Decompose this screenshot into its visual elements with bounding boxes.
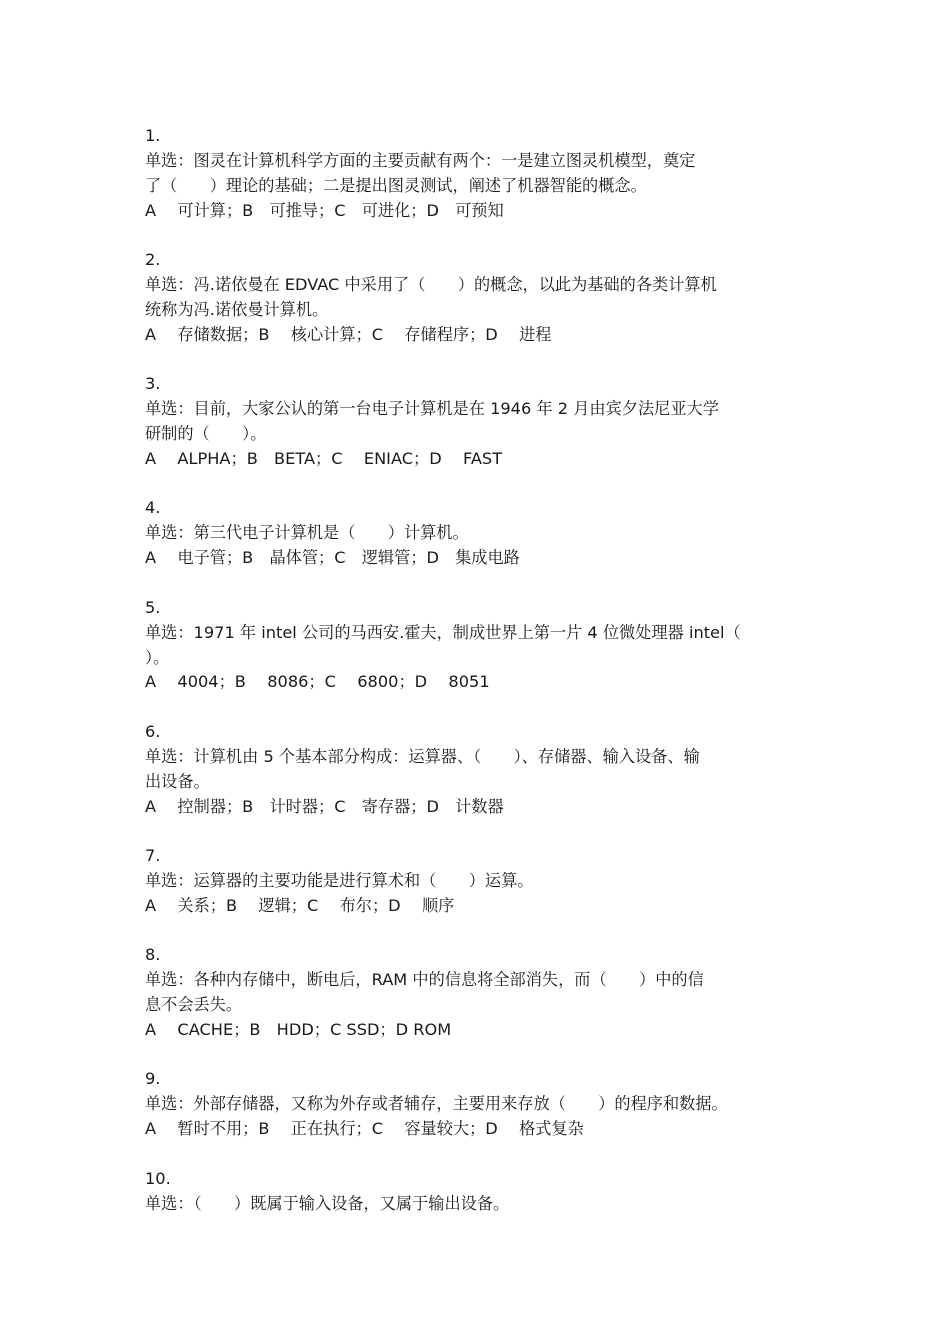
question-stem-line: ）。 <box>145 647 170 667</box>
question-item <box>145 596 825 696</box>
question-item <box>145 496 825 571</box>
question-number: 5. <box>145 597 161 617</box>
question-options: A ALPHA；B BETA；C ENIAC；D FAST <box>145 448 503 468</box>
question-options: A CACHE；B HDD；C SSD；D ROM <box>145 1019 452 1039</box>
question-options: A 可计算；B 可推导；C 可进化；D 可预知 <box>145 200 504 220</box>
question-stem-line: 单选：各种内存储中，断电后，RAM 中的信息将全部消失，而（ ）中的信 <box>145 970 704 990</box>
question-options: A 4004；B 8086；C 6800；D 8051 <box>145 672 490 692</box>
question-number: 4. <box>145 498 161 518</box>
question-item <box>145 372 825 472</box>
question-stem-line: 单选：第三代电子计算机是（ ）计算机。 <box>145 523 469 543</box>
question-item <box>145 844 825 919</box>
question-options: A 电子管；B 晶体管；C 逻辑管；D 集成电路 <box>145 548 520 568</box>
question-stem-line: 息不会丢失。 <box>145 995 243 1015</box>
question-stem-line: 单选：外部存储器，又称为外存或者辅存，主要用来存放（ ）的程序和数据。 <box>145 1094 728 1114</box>
question-number: 6. <box>145 721 161 741</box>
question-stem-line: 了（ ）理论的基础；二是提出图灵测试，阐述了机器智能的概念。 <box>145 175 647 195</box>
question-item <box>145 943 825 1043</box>
question-stem-line: 研制的（ ）。 <box>145 424 267 444</box>
question-stem-line: 单选：运算器的主要功能是进行算术和（ ）运算。 <box>145 870 534 890</box>
question-item <box>145 1067 825 1142</box>
question-stem-line: 统称为冯.诺依曼计算机。 <box>145 299 329 319</box>
question-number: 7. <box>145 846 161 866</box>
question-stem-line: 单选：目前，大家公认的第一台电子计算机是在 1946 年 2 月由宾夕法尼亚大学 <box>145 399 719 419</box>
question-options: A 控制器；B 计时器；C 寄存器；D 计数器 <box>145 796 504 816</box>
question-list <box>145 124 825 1241</box>
question-stem-line: 单选：（ ）既属于输入设备，又属于输出设备。 <box>145 1193 510 1213</box>
question-number: 9. <box>145 1069 161 1089</box>
question-options: A 暂时不用；B 正在执行；C 容量较大；D 格式复杂 <box>145 1119 584 1139</box>
question-number: 8. <box>145 945 161 965</box>
question-number: 3. <box>145 374 161 394</box>
question-stem-line: 单选：图灵在计算机科学方面的主要贡献有两个：一是建立图灵机模型，奠定 <box>145 150 696 170</box>
question-stem-line: 单选：计算机由 5 个基本部分构成：运算器、（ ）、存储器、输入设备、输 <box>145 746 700 766</box>
question-stem-line: 出设备。 <box>145 771 210 791</box>
question-stem-line: 单选：1971 年 intel 公司的马西安.霍夫，制成世界上第一片 4 位微处理器 intel（ <box>145 622 741 642</box>
question-stem-line: 单选：冯.诺依曼在 EDVAC 中采用了（ ）的概念，以此为基础的各类计算机 <box>145 275 717 295</box>
question-number: 1. <box>145 126 161 145</box>
question-options: A 存储数据；B 核心计算；C 存储程序；D 进程 <box>145 324 552 344</box>
question-item <box>145 720 825 820</box>
question-number: 10. <box>145 1168 171 1188</box>
question-item <box>145 1167 825 1217</box>
question-item <box>145 124 825 224</box>
question-options: A 关系；B 逻辑；C 布尔；D 顺序 <box>145 895 455 915</box>
question-item <box>145 248 825 348</box>
question-number: 2. <box>145 250 161 270</box>
